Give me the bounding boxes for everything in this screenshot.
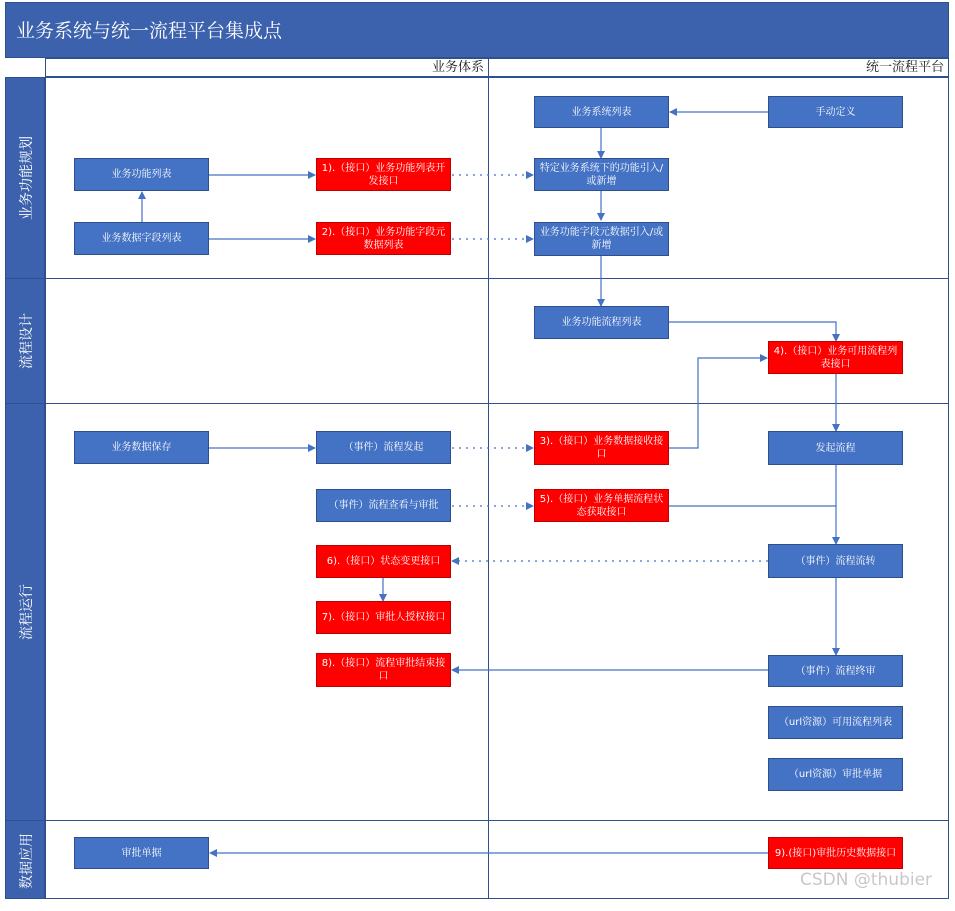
node-iface3: 3).（接口）业务数据接收接口: [534, 431, 669, 465]
node-url-approval-doc: （url资源）审批单据: [768, 758, 903, 791]
node-iface9: 9).(接口)审批历史数据接口: [768, 837, 903, 869]
node-import-field-meta: 业务功能字段元数据引入/或新增: [534, 222, 669, 256]
node-event-flow-transfer: （事件）流程流转: [768, 544, 903, 578]
lane-label-design: 流程设计: [19, 313, 35, 369]
node-approval-doc: 审批单据: [74, 837, 209, 869]
lane-label-planning: 业务功能规划: [19, 136, 35, 220]
node-iface5: 5).（接口）业务单据流程状态获取接口: [534, 489, 669, 522]
node-import-functions: 特定业务系统下的功能引入/或新增: [534, 158, 669, 191]
node-iface7: 7).（接口）审批人授权接口: [316, 601, 451, 634]
node-biz-system-list: 业务系统列表: [534, 96, 669, 128]
node-iface1: 1).（接口）业务功能列表开发接口: [316, 158, 451, 191]
node-biz-function-list: 业务功能列表: [74, 158, 209, 191]
watermark: CSDN @thubier: [800, 870, 933, 890]
node-iface8: 8).（接口）流程审批结束接口: [316, 653, 451, 687]
node-iface6: 6).（接口）状态变更接口: [316, 545, 451, 578]
node-event-flow-start: （事件）流程发起: [316, 431, 451, 464]
node-start-flow: 发起流程: [768, 431, 903, 465]
node-event-flow-final: （事件）流程终审: [768, 655, 903, 687]
diagram-title: 业务系统与统一流程平台集成点: [16, 20, 283, 42]
column-header-platform: 统一流程平台: [488, 58, 949, 77]
node-manual-define: 手动定义: [768, 96, 903, 128]
column-header-business: 业务体系: [45, 58, 489, 77]
node-biz-data-field-list: 业务数据字段列表: [74, 222, 209, 255]
node-iface2: 2).（接口）业务功能字段元数据列表: [316, 222, 451, 255]
node-event-flow-review: （事件）流程查看与审批: [316, 489, 451, 522]
node-iface4: 4).（接口）业务可用流程列表接口: [768, 341, 903, 374]
node-biz-data-save: 业务数据保存: [74, 431, 209, 464]
lane-label-runtime: 流程运行: [19, 584, 35, 640]
node-biz-flow-list: 业务功能流程列表: [534, 306, 669, 339]
edge-iface3-to-iface4: [668, 358, 767, 448]
edge-flowlist-to-iface4: [669, 322, 836, 341]
lane-label-data: 数据应用: [19, 833, 35, 889]
node-url-flow-list: （url资源）可用流程列表: [768, 706, 903, 739]
